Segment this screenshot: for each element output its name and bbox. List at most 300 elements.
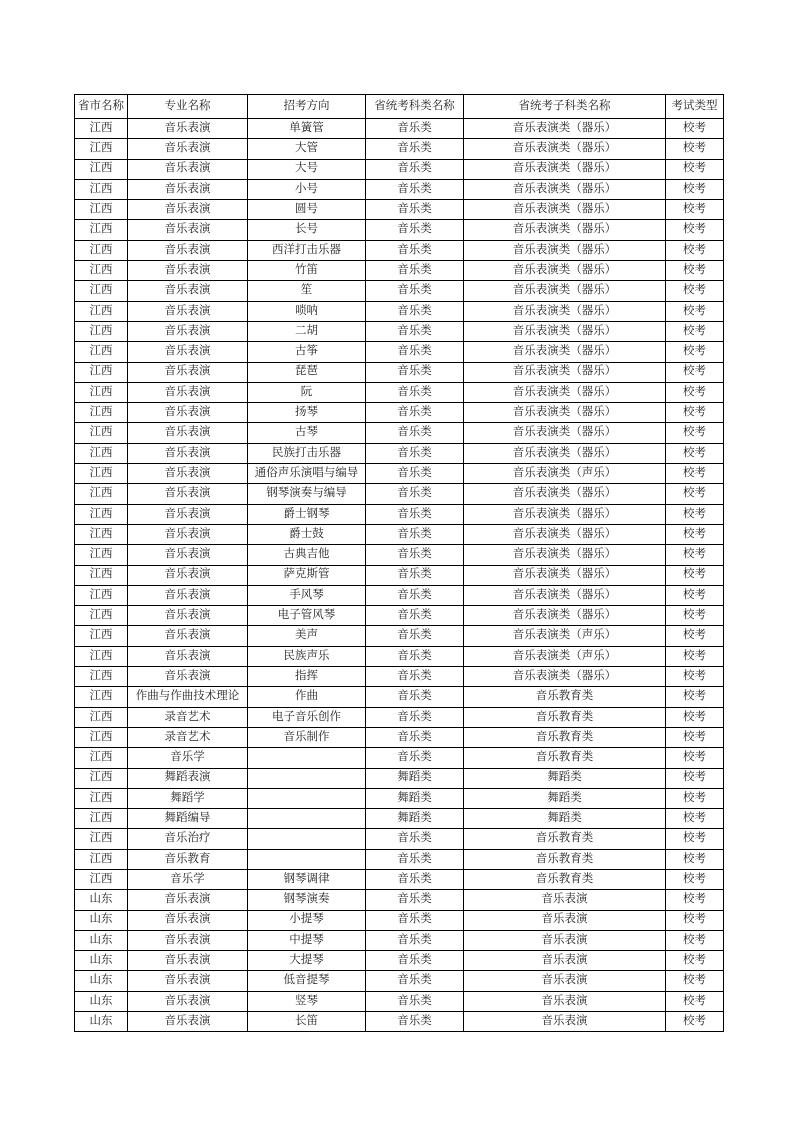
table-cell: 校考 xyxy=(666,524,724,544)
table-cell: 音乐类 xyxy=(366,240,464,260)
table-cell: 江西 xyxy=(75,240,128,260)
table-row xyxy=(75,443,724,463)
table-row xyxy=(75,849,724,869)
table-cell: 音乐表演类（器乐） xyxy=(464,261,666,281)
table-cell: 校考 xyxy=(666,687,724,707)
table-row xyxy=(75,707,724,727)
table-cell: 校考 xyxy=(666,971,724,991)
table-cell: 音乐类 xyxy=(366,281,464,301)
table-cell: 校考 xyxy=(666,464,724,484)
table-cell: 音乐表演 xyxy=(464,910,666,930)
table-cell: 音乐表演 xyxy=(128,930,248,950)
table-row xyxy=(75,524,724,544)
table-cell: 音乐表演类（器乐） xyxy=(464,321,666,341)
table-cell: 音乐表演类（器乐） xyxy=(464,667,666,687)
table-cell: 音乐类 xyxy=(366,382,464,402)
table-cell: 音乐治疗 xyxy=(128,829,248,849)
table-cell: 音乐类 xyxy=(366,464,464,484)
table-cell: 音乐类 xyxy=(366,301,464,321)
table-cell: 音乐表演 xyxy=(128,403,248,423)
table-cell: 音乐类 xyxy=(366,200,464,220)
table-cell: 校考 xyxy=(666,606,724,626)
table-cell: 指挥 xyxy=(248,667,366,687)
table-cell: 电子管风琴 xyxy=(248,606,366,626)
table-cell: 校考 xyxy=(666,565,724,585)
table-cell: 江西 xyxy=(75,727,128,747)
table-cell: 音乐类 xyxy=(366,930,464,950)
table-cell: 爵士鼓 xyxy=(248,524,366,544)
table-cell: 音乐类 xyxy=(366,159,464,179)
table-row xyxy=(75,484,724,504)
table-cell: 音乐表演 xyxy=(464,971,666,991)
table-cell: 音乐表演类（器乐） xyxy=(464,119,666,139)
table-cell: 音乐类 xyxy=(366,179,464,199)
table-row xyxy=(75,727,724,747)
table-cell: 音乐表演 xyxy=(128,240,248,260)
table-cell: 音乐表演 xyxy=(128,443,248,463)
table-cell: 音乐表演 xyxy=(128,910,248,930)
table-cell: 音乐类 xyxy=(366,261,464,281)
table-cell: 音乐教育类 xyxy=(464,687,666,707)
table-row xyxy=(75,220,724,240)
table-cell: 音乐表演 xyxy=(128,890,248,910)
table-cell: 音乐表演类（器乐） xyxy=(464,484,666,504)
table-cell: 山东 xyxy=(75,951,128,971)
exam-categories-table xyxy=(74,94,724,1032)
table-cell: 音乐表演 xyxy=(128,464,248,484)
table-cell: 音乐类 xyxy=(366,220,464,240)
table-row xyxy=(75,890,724,910)
table-cell: 音乐表演类（器乐） xyxy=(464,179,666,199)
table-cell: 音乐表演 xyxy=(128,971,248,991)
table-cell: 舞蹈表演 xyxy=(128,768,248,788)
table-cell: 单簧管 xyxy=(248,119,366,139)
table-cell: 录音艺术 xyxy=(128,727,248,747)
table-cell: 校考 xyxy=(666,829,724,849)
table-cell: 长号 xyxy=(248,220,366,240)
table-header-row xyxy=(75,95,724,119)
table-cell: 美声 xyxy=(248,626,366,646)
table-cell: 音乐类 xyxy=(366,626,464,646)
table-cell: 江西 xyxy=(75,788,128,808)
table-row xyxy=(75,321,724,341)
table-cell: 校考 xyxy=(666,119,724,139)
table-cell: 山东 xyxy=(75,1012,128,1032)
table-cell xyxy=(248,788,366,808)
table-cell: 校考 xyxy=(666,200,724,220)
table-cell: 音乐表演类（器乐） xyxy=(464,281,666,301)
table-cell: 江西 xyxy=(75,667,128,687)
table-cell: 舞蹈类 xyxy=(366,768,464,788)
table-cell: 音乐表演 xyxy=(128,565,248,585)
table-row xyxy=(75,342,724,362)
table-cell: 音乐类 xyxy=(366,119,464,139)
table-cell: 笙 xyxy=(248,281,366,301)
table-cell: 音乐教育类 xyxy=(464,707,666,727)
table-row xyxy=(75,301,724,321)
table-cell: 民族声乐 xyxy=(248,646,366,666)
table-cell: 山东 xyxy=(75,930,128,950)
table-cell: 音乐表演 xyxy=(128,261,248,281)
table-cell: 音乐表演 xyxy=(128,281,248,301)
table-cell: 音乐类 xyxy=(366,869,464,889)
table-cell: 音乐表演 xyxy=(128,991,248,1011)
table-cell: 古筝 xyxy=(248,342,366,362)
table-cell: 音乐表演 xyxy=(128,342,248,362)
column-header-province: 省市名称 xyxy=(75,95,128,119)
table-cell: 音乐类 xyxy=(366,849,464,869)
table-cell: 校考 xyxy=(666,179,724,199)
table-cell: 山东 xyxy=(75,890,128,910)
table-cell: 校考 xyxy=(666,443,724,463)
table-cell: 校考 xyxy=(666,261,724,281)
table-cell xyxy=(248,748,366,768)
table-cell: 校考 xyxy=(666,768,724,788)
table-cell: 音乐类 xyxy=(366,585,464,605)
table-row xyxy=(75,281,724,301)
table-cell: 校考 xyxy=(666,788,724,808)
table-cell: 江西 xyxy=(75,362,128,382)
table-cell: 江西 xyxy=(75,504,128,524)
table-cell: 作曲与作曲技术理论 xyxy=(128,687,248,707)
table-cell: 扬琴 xyxy=(248,403,366,423)
table-cell: 萨克斯管 xyxy=(248,565,366,585)
table-cell: 音乐表演 xyxy=(128,667,248,687)
table-cell: 校考 xyxy=(666,748,724,768)
table-cell: 音乐表演 xyxy=(128,484,248,504)
table-cell: 大管 xyxy=(248,139,366,159)
table-cell: 音乐表演 xyxy=(128,159,248,179)
table-cell: 音乐表演类（器乐） xyxy=(464,585,666,605)
table-cell: 江西 xyxy=(75,869,128,889)
table-cell: 音乐类 xyxy=(366,362,464,382)
table-cell: 音乐表演类（器乐） xyxy=(464,342,666,362)
table-cell: 民族打击乐器 xyxy=(248,443,366,463)
table-cell: 低音提琴 xyxy=(248,971,366,991)
table-cell: 音乐表演 xyxy=(464,991,666,1011)
table-cell: 音乐表演类（器乐） xyxy=(464,606,666,626)
table-cell: 校考 xyxy=(666,727,724,747)
table-cell: 音乐表演 xyxy=(128,1012,248,1032)
table-cell: 音乐类 xyxy=(366,1012,464,1032)
table-row xyxy=(75,626,724,646)
table-cell: 音乐类 xyxy=(366,504,464,524)
table-cell: 校考 xyxy=(666,646,724,666)
table-cell: 作曲 xyxy=(248,687,366,707)
table-cell: 音乐类 xyxy=(366,646,464,666)
table-cell: 音乐类 xyxy=(366,890,464,910)
table-row xyxy=(75,504,724,524)
table-cell: 唢呐 xyxy=(248,301,366,321)
table-cell: 录音艺术 xyxy=(128,707,248,727)
table-cell: 江西 xyxy=(75,646,128,666)
table-cell: 音乐表演 xyxy=(128,545,248,565)
table-cell: 江西 xyxy=(75,443,128,463)
table-cell: 江西 xyxy=(75,849,128,869)
table-cell: 音乐表演类（器乐） xyxy=(464,362,666,382)
table-cell: 江西 xyxy=(75,585,128,605)
table-cell: 音乐教育 xyxy=(128,849,248,869)
table-cell: 爵士钢琴 xyxy=(248,504,366,524)
column-header-direction: 招考方向 xyxy=(248,95,366,119)
table-cell: 音乐表演 xyxy=(464,1012,666,1032)
table-cell: 音乐类 xyxy=(366,484,464,504)
table-cell: 校考 xyxy=(666,240,724,260)
table-cell: 音乐表演类（器乐） xyxy=(464,565,666,585)
table-cell: 江西 xyxy=(75,261,128,281)
table-row xyxy=(75,606,724,626)
table-cell: 音乐表演 xyxy=(128,139,248,159)
table-cell: 山东 xyxy=(75,991,128,1011)
table-cell: 音乐表演 xyxy=(464,890,666,910)
table-row xyxy=(75,565,724,585)
table-cell: 音乐表演 xyxy=(128,382,248,402)
table-cell: 校考 xyxy=(666,951,724,971)
table-cell: 校考 xyxy=(666,321,724,341)
table-cell: 校考 xyxy=(666,869,724,889)
table-cell: 江西 xyxy=(75,545,128,565)
table-row xyxy=(75,930,724,950)
table-cell: 校考 xyxy=(666,403,724,423)
table-cell: 音乐类 xyxy=(366,829,464,849)
table-cell: 音乐表演类（器乐） xyxy=(464,301,666,321)
table-cell xyxy=(248,809,366,829)
table-row xyxy=(75,261,724,281)
table-cell: 江西 xyxy=(75,200,128,220)
table-cell: 江西 xyxy=(75,301,128,321)
table-cell: 音乐类 xyxy=(366,727,464,747)
table-cell: 通俗声乐演唱与编导 xyxy=(248,464,366,484)
table-cell: 江西 xyxy=(75,139,128,159)
table-cell: 江西 xyxy=(75,220,128,240)
table-cell: 西洋打击乐器 xyxy=(248,240,366,260)
table-cell xyxy=(248,768,366,788)
table-row xyxy=(75,362,724,382)
table-cell: 音乐类 xyxy=(366,910,464,930)
table-cell: 校考 xyxy=(666,281,724,301)
table-cell xyxy=(248,849,366,869)
table-cell: 江西 xyxy=(75,707,128,727)
table-cell: 校考 xyxy=(666,585,724,605)
table-cell: 钢琴演奏 xyxy=(248,890,366,910)
table-cell: 音乐表演 xyxy=(128,646,248,666)
table-cell: 音乐类 xyxy=(366,524,464,544)
table-cell: 舞蹈类 xyxy=(366,788,464,808)
table-cell: 音乐类 xyxy=(366,545,464,565)
table-row xyxy=(75,809,724,829)
table-cell: 校考 xyxy=(666,504,724,524)
table-cell: 江西 xyxy=(75,281,128,301)
table-cell: 校考 xyxy=(666,930,724,950)
table-cell: 二胡 xyxy=(248,321,366,341)
table-cell: 大号 xyxy=(248,159,366,179)
column-header-exam-subcategory: 省统考子科类名称 xyxy=(464,95,666,119)
table-cell: 古典吉他 xyxy=(248,545,366,565)
table-cell: 音乐类 xyxy=(366,707,464,727)
table-cell: 音乐教育类 xyxy=(464,748,666,768)
table-cell: 音乐表演类（器乐） xyxy=(464,524,666,544)
column-header-exam-type: 考试类型 xyxy=(666,95,724,119)
table-cell: 音乐表演 xyxy=(128,504,248,524)
table-cell: 音乐教育类 xyxy=(464,727,666,747)
table-row xyxy=(75,788,724,808)
table-cell: 音乐表演 xyxy=(128,626,248,646)
table-cell: 江西 xyxy=(75,321,128,341)
table-cell: 小号 xyxy=(248,179,366,199)
table-cell: 音乐学 xyxy=(128,748,248,768)
table-cell: 音乐表演类（器乐） xyxy=(464,382,666,402)
table-cell: 山东 xyxy=(75,971,128,991)
table-cell: 音乐学 xyxy=(128,869,248,889)
table-cell: 音乐表演 xyxy=(128,524,248,544)
table-cell: 大提琴 xyxy=(248,951,366,971)
table-row xyxy=(75,423,724,443)
table-cell: 音乐表演类（器乐） xyxy=(464,200,666,220)
table-cell: 音乐类 xyxy=(366,748,464,768)
table-cell: 竖琴 xyxy=(248,991,366,1011)
table-cell: 音乐表演类（器乐） xyxy=(464,443,666,463)
table-cell: 音乐类 xyxy=(366,565,464,585)
table-cell: 江西 xyxy=(75,159,128,179)
table-cell: 音乐表演 xyxy=(128,301,248,321)
table-row xyxy=(75,119,724,139)
table-row xyxy=(75,139,724,159)
table-cell: 舞蹈类 xyxy=(464,788,666,808)
table-row xyxy=(75,667,724,687)
table-cell: 江西 xyxy=(75,464,128,484)
table-row xyxy=(75,768,724,788)
table-cell: 音乐类 xyxy=(366,606,464,626)
table-cell: 舞蹈类 xyxy=(464,809,666,829)
table-cell: 手风琴 xyxy=(248,585,366,605)
table-cell: 校考 xyxy=(666,362,724,382)
table-cell: 音乐类 xyxy=(366,971,464,991)
table-cell: 音乐表演 xyxy=(128,606,248,626)
table-body xyxy=(75,119,724,1032)
table-row xyxy=(75,951,724,971)
table-cell: 江西 xyxy=(75,179,128,199)
table-cell: 音乐类 xyxy=(366,423,464,443)
table-row xyxy=(75,382,724,402)
table-row xyxy=(75,869,724,889)
table-row xyxy=(75,646,724,666)
table-cell: 钢琴调律 xyxy=(248,869,366,889)
table-row xyxy=(75,403,724,423)
table-cell: 音乐类 xyxy=(366,403,464,423)
table-cell: 音乐表演 xyxy=(128,119,248,139)
table-row xyxy=(75,159,724,179)
table-cell: 江西 xyxy=(75,748,128,768)
table-cell: 音乐表演 xyxy=(128,179,248,199)
table-cell: 校考 xyxy=(666,545,724,565)
table-cell: 音乐类 xyxy=(366,321,464,341)
table-cell: 音乐表演 xyxy=(128,585,248,605)
table-cell: 山东 xyxy=(75,910,128,930)
table-cell: 校考 xyxy=(666,423,724,443)
table-cell: 校考 xyxy=(666,484,724,504)
table-cell: 音乐表演类（器乐） xyxy=(464,403,666,423)
table-row xyxy=(75,179,724,199)
table-cell: 音乐类 xyxy=(366,139,464,159)
table-cell: 钢琴演奏与编导 xyxy=(248,484,366,504)
table-cell: 校考 xyxy=(666,667,724,687)
table-cell: 音乐制作 xyxy=(248,727,366,747)
table-cell: 琵琶 xyxy=(248,362,366,382)
table-cell: 校考 xyxy=(666,626,724,646)
table-cell: 校考 xyxy=(666,220,724,240)
column-header-major: 专业名称 xyxy=(128,95,248,119)
table-cell: 音乐类 xyxy=(366,951,464,971)
table-cell: 音乐教育类 xyxy=(464,829,666,849)
table-cell: 江西 xyxy=(75,626,128,646)
table-cell: 江西 xyxy=(75,565,128,585)
table-row xyxy=(75,991,724,1011)
table-cell: 电子音乐创作 xyxy=(248,707,366,727)
table-cell: 江西 xyxy=(75,382,128,402)
table-cell: 校考 xyxy=(666,991,724,1011)
table-cell: 音乐表演类（器乐） xyxy=(464,240,666,260)
table-row xyxy=(75,200,724,220)
table-cell: 音乐表演类（器乐） xyxy=(464,159,666,179)
table-row xyxy=(75,1012,724,1032)
table-row xyxy=(75,971,724,991)
table-cell: 江西 xyxy=(75,342,128,362)
table-row xyxy=(75,910,724,930)
table-cell: 音乐表演 xyxy=(128,951,248,971)
table-cell: 音乐表演 xyxy=(464,951,666,971)
table-cell: 音乐表演 xyxy=(464,930,666,950)
table-cell: 舞蹈编导 xyxy=(128,809,248,829)
table-row xyxy=(75,240,724,260)
table-cell: 音乐表演 xyxy=(128,220,248,240)
table-cell: 校考 xyxy=(666,910,724,930)
table-cell: 音乐类 xyxy=(366,342,464,362)
table-cell: 音乐表演类（器乐） xyxy=(464,220,666,240)
table-cell: 古琴 xyxy=(248,423,366,443)
table-cell: 江西 xyxy=(75,687,128,707)
table-cell: 校考 xyxy=(666,139,724,159)
table-cell: 竹笛 xyxy=(248,261,366,281)
table-cell: 小提琴 xyxy=(248,910,366,930)
table-cell: 校考 xyxy=(666,382,724,402)
table-cell: 音乐表演类（声乐） xyxy=(464,464,666,484)
table-cell xyxy=(248,829,366,849)
table-cell: 音乐表演 xyxy=(128,200,248,220)
table-row xyxy=(75,545,724,565)
table-cell: 音乐类 xyxy=(366,667,464,687)
table-cell: 音乐表演 xyxy=(128,321,248,341)
table-cell: 中提琴 xyxy=(248,930,366,950)
table-cell: 音乐表演类（声乐） xyxy=(464,646,666,666)
table-cell: 阮 xyxy=(248,382,366,402)
table-cell: 校考 xyxy=(666,707,724,727)
column-header-exam-category: 省统考科类名称 xyxy=(366,95,464,119)
table-cell: 音乐表演 xyxy=(128,423,248,443)
table-cell: 江西 xyxy=(75,768,128,788)
table-cell: 舞蹈学 xyxy=(128,788,248,808)
table-cell: 音乐类 xyxy=(366,687,464,707)
table-cell: 江西 xyxy=(75,484,128,504)
table-cell: 舞蹈类 xyxy=(366,809,464,829)
table-cell: 音乐教育类 xyxy=(464,869,666,889)
table-cell: 音乐类 xyxy=(366,443,464,463)
table-cell: 江西 xyxy=(75,829,128,849)
table-cell: 校考 xyxy=(666,890,724,910)
table-cell: 音乐表演 xyxy=(128,362,248,382)
table-row xyxy=(75,464,724,484)
table-cell: 舞蹈类 xyxy=(464,768,666,788)
table-row xyxy=(75,748,724,768)
